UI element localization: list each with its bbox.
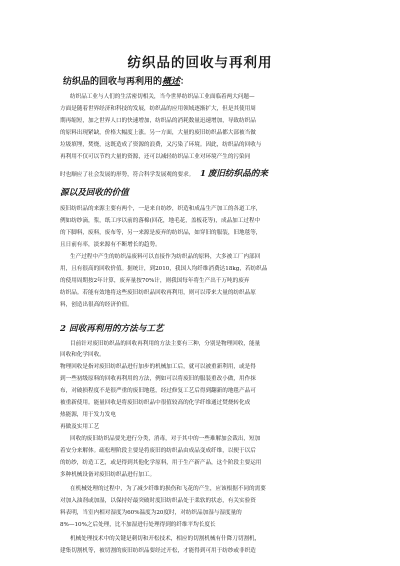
- paragraph-line: 多种机械设备对废旧纺织品进行加工。: [60, 472, 156, 478]
- paragraph-line: 料，创造出很高的经济价值。: [60, 302, 133, 308]
- paragraph-last-line: 时也顺应了社会发展的形势，符合科学发展观的要求。: [60, 172, 195, 178]
- subsection-label: 再做及实用工艺: [60, 424, 100, 430]
- overview-heading-text: 纺织品的回收与再利用的: [63, 77, 163, 87]
- paragraph-line: 的原料出现紧缺，价格大幅度上涨。另一方面，大量的废旧纺织品都大部被当做: [60, 130, 256, 136]
- paragraph-line: 且日前有率，淡来源有不断增长的趋势。: [60, 242, 161, 248]
- section-1-heading-a: 废旧纺织品的来: [207, 169, 268, 179]
- section-1-heading-b: 源以及回收的价值: [60, 188, 129, 198]
- paragraph-line: 回收和化学回收。: [60, 352, 105, 358]
- paragraph-line: 着安分来解体。疏松理阶段主要是将废旧的纺织品由成品变成纤维，以便于以后: [60, 448, 256, 454]
- paragraph-line: 回收的废旧纺织品要先进行分类，消毒，对于其中的一些难解加会裁出，短加: [70, 436, 261, 442]
- page-title: 纺织品的回收与再利用: [127, 55, 273, 71]
- paragraph-line: 方面是随着世界经济和科技的发展，纺织品的应用领域逐渐扩大，但是其使用周: [60, 106, 256, 112]
- paragraph-line: 垃圾填埋，焚烧，这既造成了资源的浪费，又污染了环境。因此，纺织品的回收与: [60, 142, 262, 148]
- paragraph-line: 纺织品。若能有效地将这些废旧纺织品回收再利用，则可以带来大量的纺织品原: [60, 290, 256, 296]
- overview-heading-emphasis: 概述: [162, 77, 181, 87]
- paragraph-line: 再利用不仅可以节约大量的资源，还可以减轻纺织品工业对环境产生的污染同: [60, 154, 251, 160]
- paragraph-line: 在机械处理的过程中，为了减少纤维的损伤和飞花的产生，应该根据不同的需要: [70, 486, 266, 492]
- overview-heading-colon: ：: [180, 77, 190, 87]
- overview-heading: [63, 74, 189, 87]
- paragraph-line: 生产过程中产生的纺织品废料可以直接作为纺织品的原料，大多被工厂内部回: [70, 254, 261, 260]
- paragraph-line: 用，且有很高的回收价值。据统计，到2010，我国人均纤维消费达18kg，若纺织品: [60, 266, 268, 272]
- paragraph-line: 8%—10%之后处理，比不加湿进行处理得到的纤维平均长度长: [60, 522, 216, 528]
- paragraph-line: 废旧纺织品的来源主要有两个，一是来自纺纱，织造和成品生产加工的各道工序，: [60, 206, 262, 212]
- paragraph-line: 热能源，用于发力发电: [60, 412, 116, 418]
- paragraph-line: 例如纺纱滴，浆，纸工序以前的落棉(回花，地毛花，盖板花等)，成品加工过程中: [60, 218, 261, 224]
- paragraph-line: 机械处理技术中的关键是刺切和开松技术，相应的切割机械有什降刀切割机，: [70, 536, 261, 542]
- section-1-number: 1: [200, 169, 207, 179]
- paragraph-line: 被重新使用。能量回收是将废旧纺织品中很值较高的化学纤维通过焚烧转化成: [60, 400, 251, 406]
- paragraph-line: 到一些初级原料的回收再利用的方法，例如可以将废旧的服装重改小做，用作抹: [60, 376, 256, 382]
- paragraph-line: 的使用周期按2年计算，废弃量按70%计，则我国每年将生产出千万吨的废弃: [60, 278, 250, 284]
- paragraph-line: 对加入油剂或加湿，以保持好最突破时度旧纺织品处于柔软的状态，有关实验资: [60, 498, 256, 504]
- paragraph-line: 纺织品工业与人们的生活密切相关，当今世界纺织品工业面临着两大问题—: [70, 94, 255, 100]
- section-2-heading: 2 回收再利用的方法与工艺: [60, 324, 164, 334]
- paragraph-line: 布，对破损程度不是很严重的废旧地毯，经过修复工艺后得到翻新的地毯产品可: [60, 388, 256, 394]
- paragraph-line: 料表明，当室内相对湿度为60%温度为20度时，对纺织品加湿与湿度量的: [60, 510, 242, 516]
- paragraph-line: 建集切割机等，被切割的废旧纺织品要经过开松，才能得到可用于纺纱或非织造: [60, 548, 256, 554]
- paragraph-line: 的纺纱，纺造工艺，或是得到其他化学原料，用于生产新产品，这个阶段主要运用: [60, 460, 262, 466]
- paragraph-line: 的下脚料，废料，废布等，另一来源是废弃的纺织品，如穿旧的服装，旧地毯等，: [60, 230, 262, 236]
- paragraph-line: 物理回收是指对废旧纺织品进行加步的机械加工后，就可以被重新利用，或是得: [60, 364, 256, 370]
- paragraph-line: 期再缩短，加之世界人口的快速增加，纺织品的消耗数量迅速增加，导致纺织品: [60, 118, 256, 124]
- paragraph-line: 目前针对废旧纺织品的回收再利用的方法主要有三种，分别是物理回收，能量: [70, 341, 261, 347]
- paragraph-line: [60, 171, 268, 179]
